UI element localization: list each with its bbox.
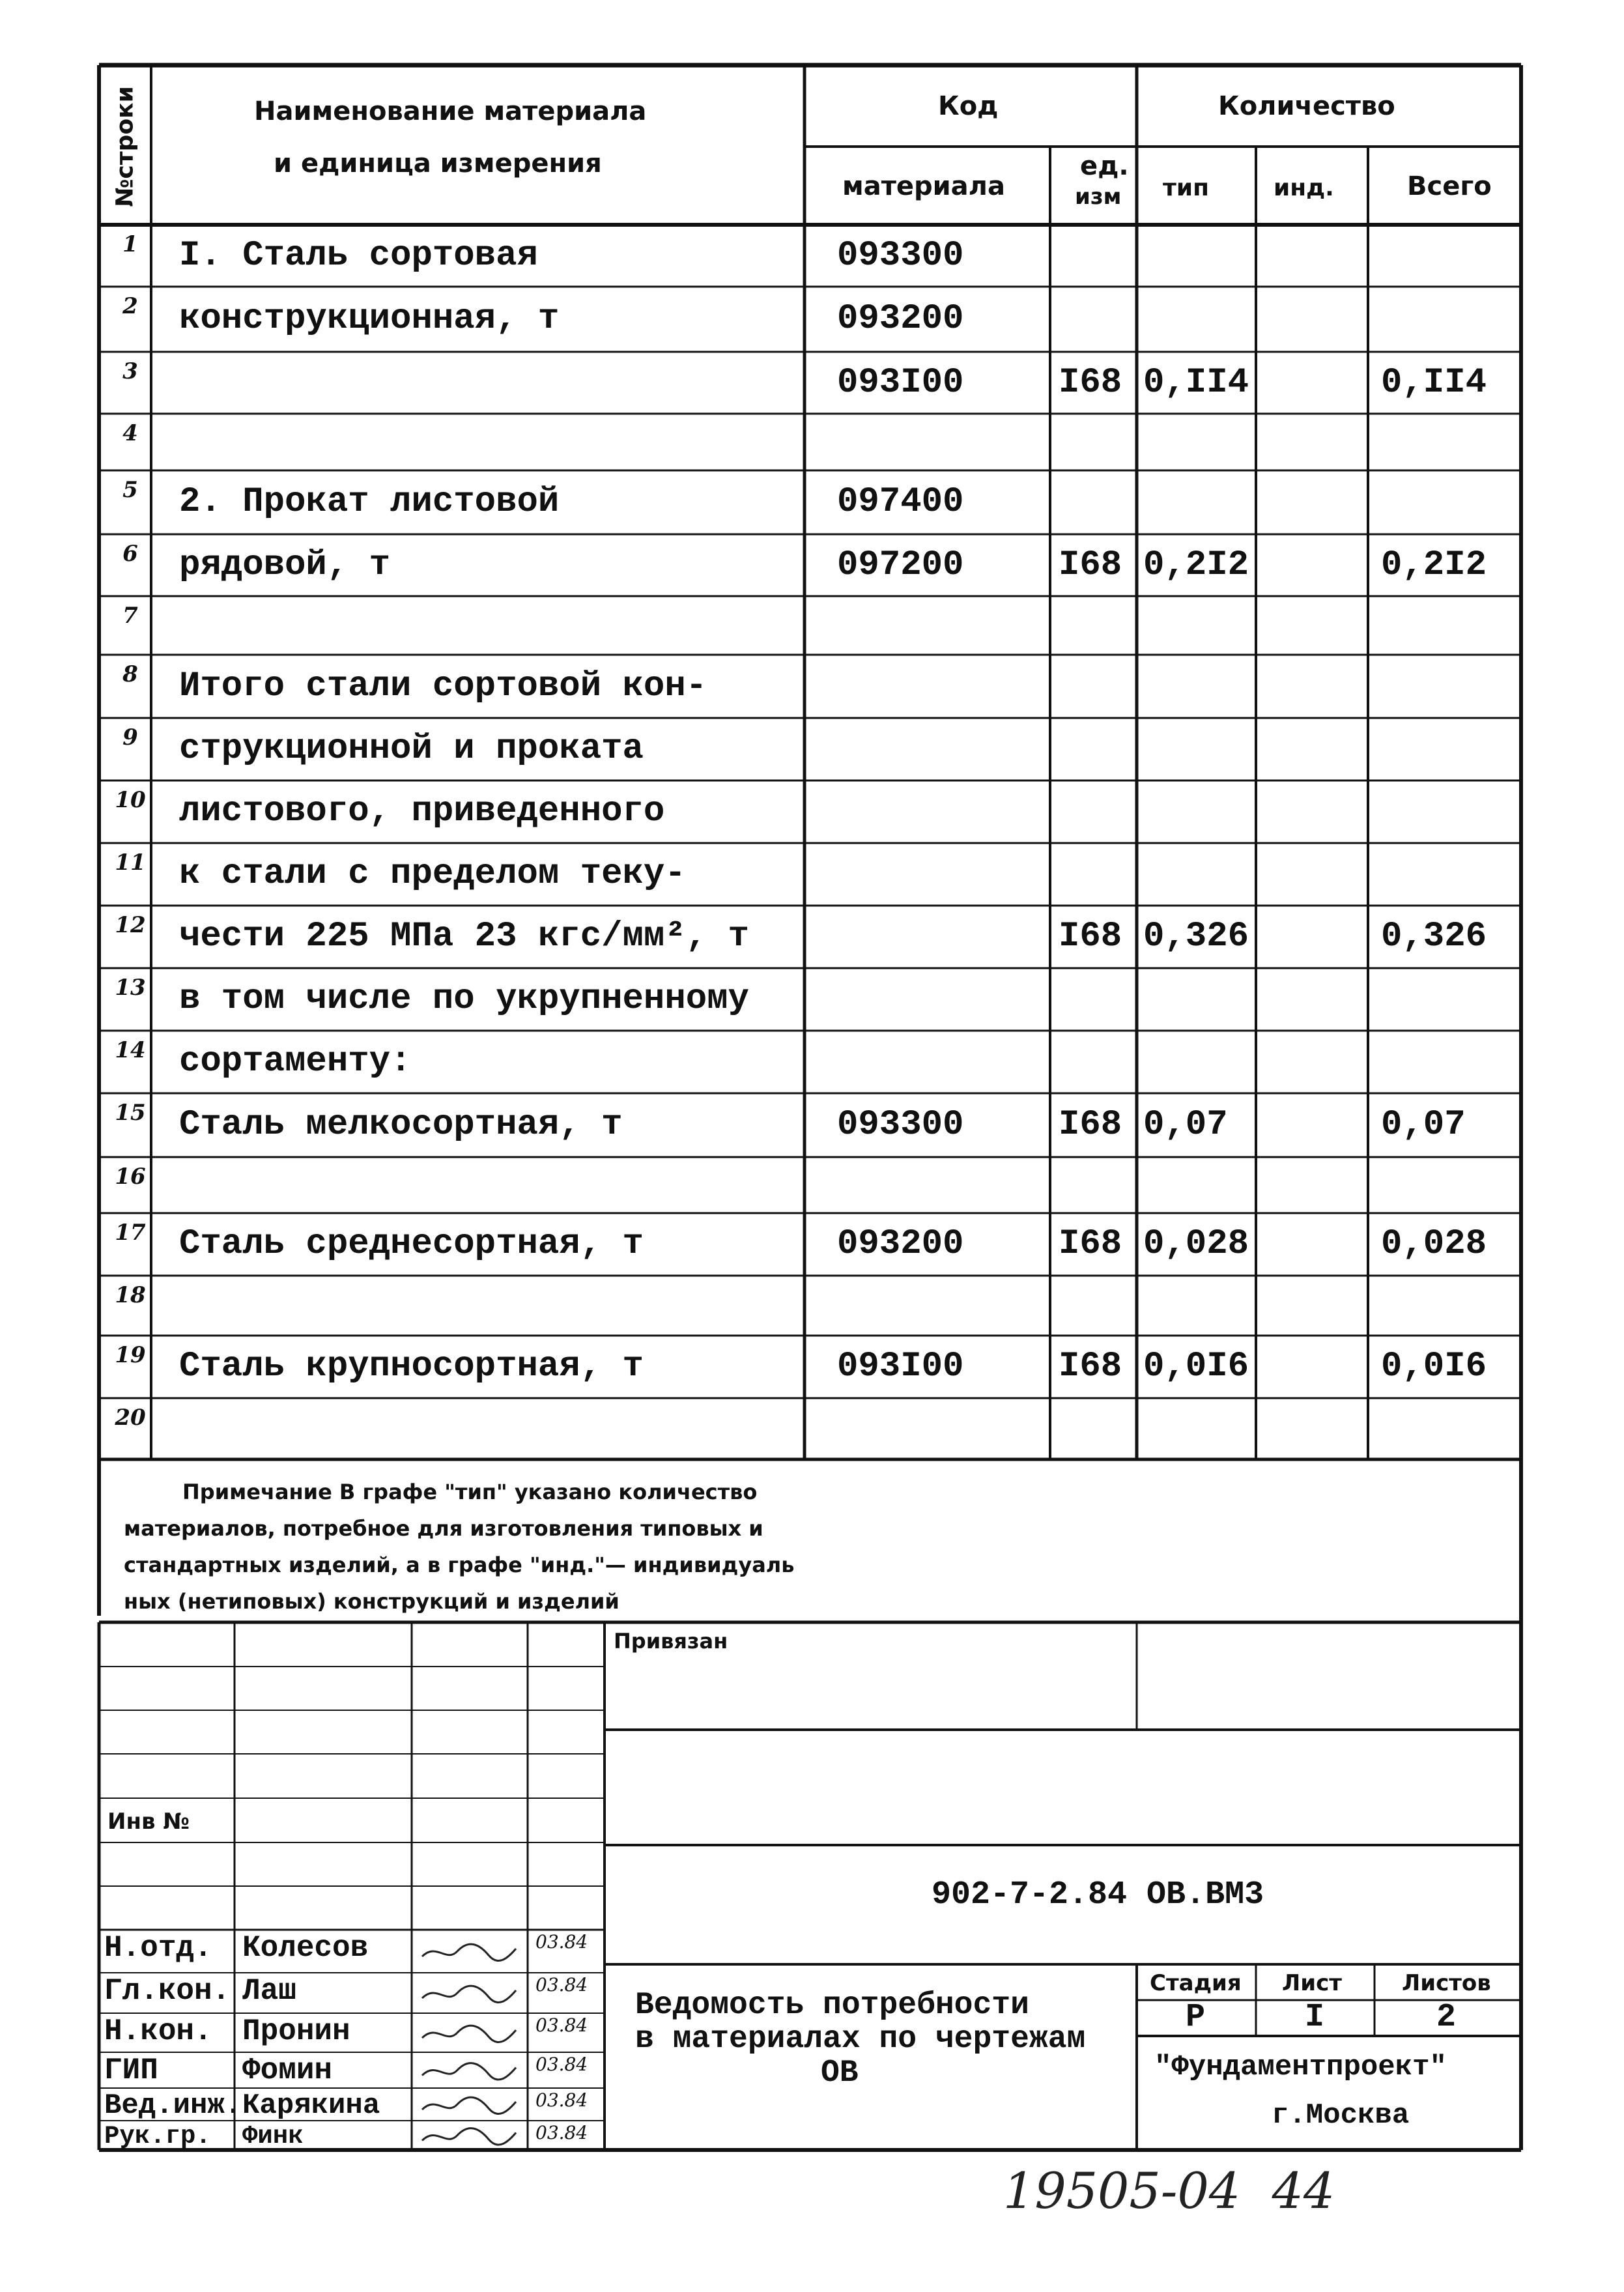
document-code: 902-7-2.84 ОВ.ВМ3: [932, 1876, 1264, 1913]
quantity-total: 0,028: [1381, 1224, 1487, 1264]
signer-role: Вед.инж.: [104, 2089, 242, 2122]
material-code: 093300: [837, 1105, 964, 1145]
quantity-type: 0,2I2: [1143, 545, 1249, 585]
organization-city: г.Москва: [1272, 2099, 1410, 2132]
handwritten-signature: [417, 2016, 521, 2050]
row-number: 15: [115, 1100, 146, 1126]
material-name: сортаменту:: [179, 1042, 412, 1082]
row-number: 17: [115, 1220, 146, 1246]
row-number: 6: [122, 541, 138, 567]
material-name: в том числе по укрупненному: [179, 979, 749, 1019]
handwritten-signature: [417, 2055, 521, 2085]
sheet-label: Лист: [1282, 1970, 1342, 1996]
note-line1: Примечание В графе "тип" указано количество: [182, 1480, 758, 1504]
document-title-line3: ОВ: [821, 2056, 859, 2091]
note-line3: стандартных изделий, а в графе "инд."— индивидуаль: [124, 1553, 795, 1577]
total-header: Всего: [1407, 171, 1492, 201]
row-number: 3: [122, 358, 138, 384]
sheets-value: 2: [1436, 1999, 1457, 2036]
row-number: 11: [115, 850, 146, 876]
material-name: Сталь мелкосортная, т: [179, 1105, 623, 1145]
quantity-type: 0,326: [1143, 917, 1249, 956]
document-title-line1: Ведомость потребности: [635, 1988, 1029, 2023]
quantity-total: 0,326: [1381, 917, 1487, 956]
type-header: тип: [1163, 175, 1209, 201]
material-code: 093200: [837, 299, 964, 339]
row-number: 10: [115, 787, 146, 813]
material-name: I. Сталь сортовая: [179, 235, 538, 276]
signature-date: 03.84: [535, 1974, 588, 1996]
quantity-total: 0,0I6: [1381, 1347, 1487, 1386]
quantity-total: 0,07: [1381, 1105, 1466, 1145]
material-name: струкционной и проката: [179, 729, 644, 769]
row-number: 7: [122, 603, 138, 629]
signer-role: ГИП: [104, 2054, 158, 2087]
row-number: 5: [122, 477, 138, 503]
row-number: 19: [115, 1342, 146, 1368]
signer-role: Н.отд.: [104, 1931, 212, 1965]
signer-name: Фомин: [242, 2054, 333, 2087]
unit-header-line2: изм: [1075, 184, 1122, 210]
row-number: 13: [115, 975, 146, 1001]
note-line2: материалов, потребное для изготовления типовых и: [124, 1516, 763, 1541]
archive-number: 19505-04 44: [1003, 2162, 1335, 2220]
signature-date: 03.84: [535, 2014, 588, 2036]
document-title: [635, 1988, 1085, 2090]
signature-date: 03.84: [535, 2122, 588, 2143]
row-number: 4: [122, 420, 138, 446]
unit-code: I68: [1059, 917, 1122, 956]
material-code: 093I00: [837, 362, 964, 403]
material-name: 2. Прокат листовой: [179, 482, 560, 522]
material-name: листового, приведенного: [179, 792, 665, 831]
note: [124, 1474, 794, 1620]
row-number: 20: [115, 1405, 146, 1431]
quantity-total: 0,II4: [1381, 362, 1487, 403]
material-code: 093300: [837, 235, 964, 276]
row-number: 12: [115, 912, 146, 938]
material-name: Итого стали сортовой кон-: [179, 666, 707, 706]
row-number: 18: [115, 1282, 146, 1308]
row-number: 9: [122, 724, 138, 751]
row-number: 8: [122, 661, 138, 687]
row-number-header-text: №строки: [111, 86, 139, 207]
material-code: 097400: [837, 482, 964, 522]
sheets-label: Листов: [1402, 1970, 1491, 1996]
material-code: 093I00: [837, 1347, 964, 1386]
quantity-header: Количество: [1218, 91, 1395, 121]
unit-code: I68: [1059, 1224, 1122, 1264]
quantity-type: 0,II4: [1143, 362, 1249, 403]
name-header-line1: Наименование материала: [254, 96, 647, 126]
material-code: 093200: [837, 1224, 964, 1264]
note-line4: ных (нетиповых) конструкций и изделий: [124, 1589, 620, 1614]
unit-code: I68: [1059, 1347, 1122, 1386]
signer-role: Гл.кон.: [104, 1974, 231, 2008]
quantity-type: 0,0I6: [1143, 1347, 1249, 1386]
signer-name: Финк: [242, 2122, 304, 2151]
signer-role: Рук.гр.: [104, 2122, 211, 2151]
signature-date: 03.84: [535, 2054, 588, 2075]
unit-code: I68: [1059, 362, 1122, 403]
row-number: 14: [115, 1037, 146, 1063]
row-number: 2: [122, 293, 138, 319]
stage-label: Стадия: [1150, 1970, 1242, 1996]
name-header-line2: и единица измерения: [274, 149, 602, 179]
document-title-line2: в материалах по чертежам: [635, 2022, 1086, 2057]
signer-name: Лаш: [242, 1974, 296, 2008]
row-number: 16: [115, 1164, 146, 1190]
handwritten-signature: [417, 2123, 521, 2147]
material-name: конструкционная, т: [179, 299, 560, 339]
material-name: чести 225 МПа 23 кгс/мм², т: [179, 917, 749, 956]
signature-date: 03.84: [535, 1931, 588, 1953]
inv-number-label: Инв №: [107, 1809, 190, 1835]
unit-header-line1: ед.: [1080, 151, 1129, 181]
signature-date: 03.84: [535, 2089, 588, 2111]
signer-name: Пронин: [242, 2014, 350, 2048]
privyazan-label: Привязан: [614, 1629, 728, 1654]
material-code: 097200: [837, 545, 964, 585]
row-number: 1: [122, 231, 138, 257]
unit-code: I68: [1059, 545, 1122, 585]
quantity-type: 0,028: [1143, 1224, 1249, 1264]
material-name: к стали с пределом теку-: [179, 854, 686, 894]
row-number-header: [106, 72, 145, 222]
quantity-total: 0,2I2: [1381, 545, 1487, 585]
signer-name: Карякина: [242, 2089, 380, 2122]
sheet-value: I: [1305, 1999, 1325, 2036]
handwritten-signature: [417, 1932, 521, 1970]
material-code-header: материала: [842, 171, 1005, 201]
material-name: рядовой, т: [179, 545, 391, 585]
signer-role: Н.кон.: [104, 2014, 212, 2048]
ind-header: инд.: [1274, 175, 1334, 201]
stage-value: Р: [1186, 1999, 1206, 2036]
organization-name: "Фундаментпроект": [1154, 2051, 1447, 2084]
handwritten-signature: [417, 1975, 521, 2011]
signer-name: Колесов: [242, 1931, 369, 1965]
quantity-type: 0,07: [1143, 1105, 1228, 1145]
material-name: Сталь среднесортная, т: [179, 1224, 644, 1264]
material-name: Сталь крупносортная, т: [179, 1347, 644, 1386]
handwritten-signature: [417, 2091, 521, 2118]
unit-code: I68: [1059, 1105, 1122, 1145]
code-header: Код: [938, 91, 999, 121]
